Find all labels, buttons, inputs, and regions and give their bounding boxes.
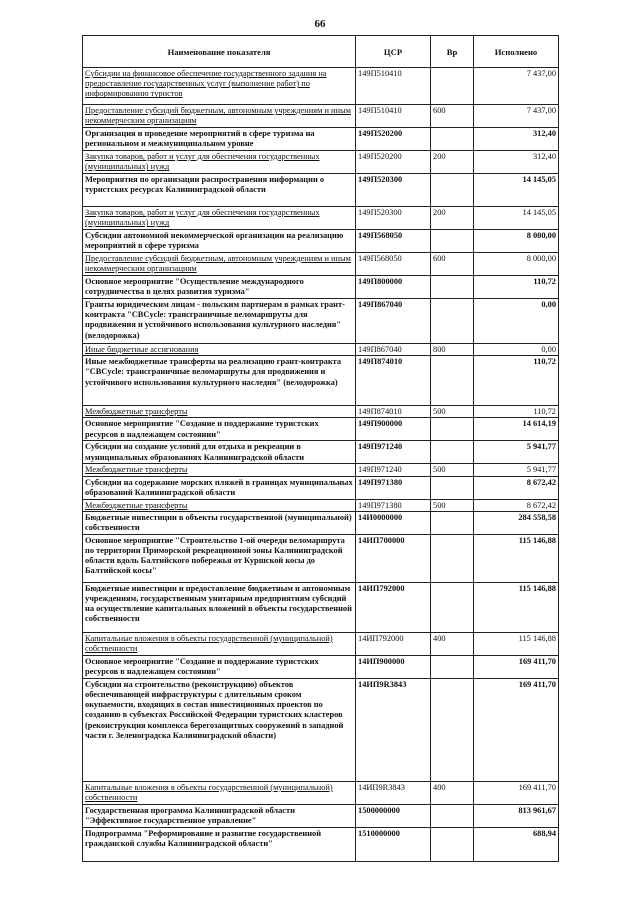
cell-name: Субсидии на финансовое обеспечение государственного задания на предоставление государственных услуг (выполнение работ) по информированию туристов (83, 68, 356, 105)
cell-amount: 115 146,88 (474, 534, 559, 582)
cell-csr: 1510000000 (356, 827, 431, 861)
cell-vr: 800 (431, 344, 474, 356)
cell-amount: 0,00 (474, 344, 559, 356)
cell-csr: 149П510410 (356, 68, 431, 105)
cell-csr: 149П520200 (356, 128, 431, 151)
cell-csr: 149П800000 (356, 276, 431, 299)
cell-name: Организация и проведение мероприятий в сфере туризма на региональном и межмуниципальном уровне (83, 128, 356, 151)
cell-amount: 0,00 (474, 299, 559, 344)
header-csr: ЦСР (356, 36, 431, 68)
cell-name: Межбюджетные трансферты (83, 464, 356, 476)
table-row (83, 534, 559, 582)
cell-amount: 115 146,88 (474, 582, 559, 632)
table-row (83, 344, 559, 356)
cell-amount: 110,72 (474, 276, 559, 299)
cell-name: Межбюджетные трансферты (83, 499, 356, 511)
table-row (83, 499, 559, 511)
cell-name: Субсидии на создание условий для отдыха и рекреации в муниципальных образованиях Калининградской области (83, 441, 356, 464)
cell-amount: 312,40 (474, 128, 559, 151)
table-row (83, 804, 559, 827)
cell-vr (431, 511, 474, 534)
cell-name: Межбюджетные трансферты (83, 406, 356, 418)
cell-vr (431, 804, 474, 827)
cell-csr: 149П971380 (356, 476, 431, 499)
cell-csr: 149П520300 (356, 174, 431, 207)
cell-amount: 813 961,67 (474, 804, 559, 827)
table-row (83, 781, 559, 804)
table-row (83, 632, 559, 655)
table-row (83, 441, 559, 464)
cell-amount: 8 000,00 (474, 230, 559, 253)
cell-vr (431, 582, 474, 632)
cell-name: Бюджетные инвестиции в объекты государственной (муниципальной) собственности (83, 511, 356, 534)
table-row (83, 511, 559, 534)
cell-name: Основное мероприятие "Создание и поддержание туристских ресурсов в надлежащем состоянии" (83, 655, 356, 678)
cell-amount: 14 145,05 (474, 207, 559, 230)
cell-vr (431, 356, 474, 406)
cell-csr: 149П867040 (356, 344, 431, 356)
cell-csr: 149П971240 (356, 441, 431, 464)
cell-amount: 8 672,42 (474, 499, 559, 511)
cell-csr: 149П510410 (356, 105, 431, 128)
cell-vr: 400 (431, 781, 474, 804)
cell-name: Предоставление субсидий бюджетным, автономным учреждениям и иным некоммерческим организациям (83, 105, 356, 128)
cell-csr: 149П568050 (356, 230, 431, 253)
cell-name: Закупка товаров, работ и услуг для обеспечения государственных (муниципальных) нужд (83, 151, 356, 174)
cell-vr (431, 827, 474, 861)
report-table (82, 35, 559, 862)
table-row (83, 418, 559, 441)
cell-amount: 284 558,58 (474, 511, 559, 534)
cell-amount: 14 614,19 (474, 418, 559, 441)
cell-vr (431, 68, 474, 105)
cell-csr: 14ИП9R3843 (356, 678, 431, 781)
cell-vr (431, 534, 474, 582)
cell-amount: 110,72 (474, 406, 559, 418)
cell-name: Подпрограмма "Реформирование и развитие государственной гражданской службы Калининградской области" (83, 827, 356, 861)
cell-vr: 500 (431, 464, 474, 476)
cell-csr: 149П520300 (356, 207, 431, 230)
cell-amount: 5 941,77 (474, 441, 559, 464)
cell-name: Капитальные вложения в объекты государственной (муниципальной) собственности (83, 781, 356, 804)
header-done: Исполнено (474, 36, 559, 68)
table-row (83, 253, 559, 276)
table-row (83, 105, 559, 128)
cell-name: Иные бюджетные ассигнования (83, 344, 356, 356)
table-row (83, 128, 559, 151)
table-row (83, 655, 559, 678)
header-name: Наименование показателя (83, 36, 356, 68)
cell-csr: 149П520200 (356, 151, 431, 174)
table-body (83, 68, 559, 862)
cell-amount: 8 000,00 (474, 253, 559, 276)
cell-vr (431, 418, 474, 441)
page-number: 66 (314, 18, 326, 30)
cell-vr: 400 (431, 632, 474, 655)
cell-vr (431, 299, 474, 344)
table-row (83, 151, 559, 174)
table-row (83, 207, 559, 230)
cell-csr: 149П971240 (356, 464, 431, 476)
table-row (83, 678, 559, 781)
cell-csr: 149П900000 (356, 418, 431, 441)
cell-amount: 688,94 (474, 827, 559, 861)
cell-vr (431, 230, 474, 253)
cell-csr: 14ИП792000 (356, 632, 431, 655)
cell-name: Субсидии автономной некоммерческой организации на реализацию мероприятий в сфере туризма (83, 230, 356, 253)
table-row (83, 68, 559, 105)
cell-csr: 149П874010 (356, 356, 431, 406)
table-header-row (83, 36, 559, 68)
table-row (83, 174, 559, 207)
cell-name: Закупка товаров, работ и услуг для обеспечения государственных (муниципальных) нужд (83, 207, 356, 230)
table-row (83, 276, 559, 299)
cell-vr (431, 655, 474, 678)
cell-vr: 500 (431, 499, 474, 511)
cell-amount: 169 411,70 (474, 678, 559, 781)
cell-name: Мероприятия по организации распространения информации о туристских ресурсах Калининградской области (83, 174, 356, 207)
cell-amount: 7 437,00 (474, 105, 559, 128)
cell-amount: 312,40 (474, 151, 559, 174)
table-row (83, 356, 559, 406)
cell-vr (431, 128, 474, 151)
cell-vr: 500 (431, 406, 474, 418)
cell-csr: 14ИП792000 (356, 582, 431, 632)
cell-csr: 149П867040 (356, 299, 431, 344)
cell-amount: 110,72 (474, 356, 559, 406)
cell-name: Гранты юридическим лицам - польским партнерам в рамках грант-контракта "CBCycle: трансграничные веломаршруты для продвижения и устойчивого использования культурного наследия" (велодорожка) (83, 299, 356, 344)
cell-amount: 7 437,00 (474, 68, 559, 105)
cell-vr: 600 (431, 253, 474, 276)
cell-csr: 14И0000000 (356, 511, 431, 534)
cell-vr (431, 276, 474, 299)
cell-vr: 200 (431, 151, 474, 174)
table-row (83, 476, 559, 499)
cell-name: Основное мероприятие "Осуществление международного сотрудничества в целях развития туризма" (83, 276, 356, 299)
cell-amount: 169 411,70 (474, 655, 559, 678)
cell-amount: 5 941,77 (474, 464, 559, 476)
cell-csr: 14ИП700000 (356, 534, 431, 582)
cell-name: Иные межбюджетные трансферты на реализацию грант-контракта "CBCycle: трансграничные веломаршруты для продвижения и устойчивого использования культурного наследия" (велодорожка) (83, 356, 356, 406)
cell-name: Государственная программа Калининградской области "Эффективное государственное управление" (83, 804, 356, 827)
table-row (83, 406, 559, 418)
cell-vr (431, 441, 474, 464)
cell-vr (431, 476, 474, 499)
table-row (83, 582, 559, 632)
cell-name: Субсидии на содержание морских пляжей в границах муниципальных образований Калининградской области (83, 476, 356, 499)
cell-amount: 8 672,42 (474, 476, 559, 499)
cell-name: Основное мероприятие "Создание и поддержание туристских ресурсов в надлежащем состоянии" (83, 418, 356, 441)
cell-csr: 149П874010 (356, 406, 431, 418)
table-row (83, 464, 559, 476)
cell-name: Капитальные вложения в объекты государственной (муниципальной) собственности (83, 632, 356, 655)
cell-name: Основное мероприятие "Строительство 1-ой очереди веломаршрута по территории Приморской рекреационной зоны Калининградской области вдоль Балтийского побережья от Куршской косы до Балтийской косы" (83, 534, 356, 582)
cell-name: Предоставление субсидий бюджетным, автономным учреждениям и иным некоммерческим организациям (83, 253, 356, 276)
cell-vr: 600 (431, 105, 474, 128)
cell-amount: 169 411,70 (474, 781, 559, 804)
header-vr: Вр (431, 36, 474, 68)
cell-csr: 149П568050 (356, 253, 431, 276)
cell-amount: 115 146,88 (474, 632, 559, 655)
cell-vr: 200 (431, 207, 474, 230)
cell-csr: 1500000000 (356, 804, 431, 827)
cell-name: Субсидии на строительство (реконструкцию) объектов обеспечивающей инфраструктуры с длительным сроком окупаемости, входящих в состав инвестиционных проектов по созданию в субъектах Российской Федерации туристских кластеров (реконструкция комплекса берегозащитных сооружений в западной части г. Зеленоградска Калининградской области) (83, 678, 356, 781)
cell-vr (431, 174, 474, 207)
cell-vr (431, 678, 474, 781)
cell-csr: 14ИП900000 (356, 655, 431, 678)
cell-csr: 14ИП9R3843 (356, 781, 431, 804)
cell-amount: 14 145,05 (474, 174, 559, 207)
cell-csr: 149П971380 (356, 499, 431, 511)
table-row (83, 827, 559, 861)
table-row (83, 299, 559, 344)
cell-name: Бюджетные инвестиции и предоставление бюджетным и автономным учреждениям, государственным унитарным предприятиям субсидий на осуществление капитальных вложений в объекты государственной собственности (83, 582, 356, 632)
table-row (83, 230, 559, 253)
